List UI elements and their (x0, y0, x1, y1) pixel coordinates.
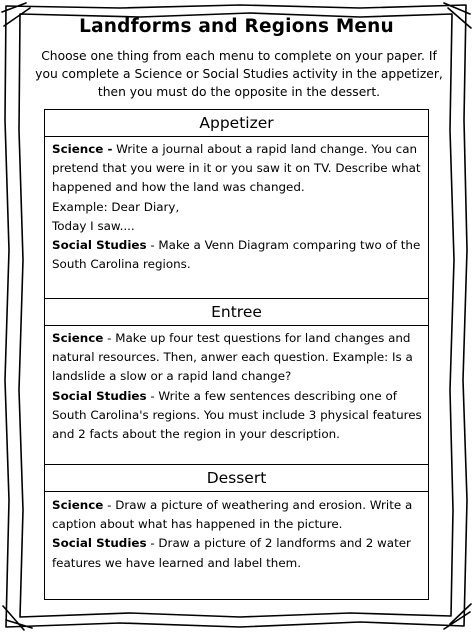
page-title: Landforms and Regions Menu (79, 16, 394, 37)
divider (45, 136, 428, 137)
entry-label: Social Studies (52, 238, 147, 253)
section-heading-appetizer: Appetizer (199, 114, 274, 132)
entry-text: Write a journal about a rapid land change. You can pretend that you were in it or you saw it on TV. Describe what happened and how the land was changed. (52, 142, 421, 195)
entry-text: - Draw a picture of weathering and erosion. Write a caption about what has happened in the picture. (52, 498, 413, 532)
dessert-social-studies (52, 534, 424, 572)
entry-label: Science - (52, 142, 113, 156)
entry-label: Science (52, 498, 104, 512)
entree-social-studies (52, 387, 424, 445)
entree-science (52, 329, 424, 387)
entry-text: - Make a Venn Diagram comparing two of the South Carolina regions. (52, 238, 421, 272)
section-body-entree (52, 329, 424, 444)
section-heading-dessert: Dessert (206, 469, 267, 487)
section-body-dessert (52, 496, 424, 573)
menu-table (44, 109, 429, 600)
divider (45, 491, 428, 492)
entry-text: - Write a few sentences describing one of South Carolina's regions. You must include 3 physical features and 2 facts about the region in your description. (52, 388, 422, 442)
appetizer-science (52, 140, 424, 198)
appetizer-example-line: Example: Dear Diary, (52, 199, 180, 214)
section-body-appetizer (52, 140, 424, 274)
section-heading-entree: Entree (211, 303, 262, 321)
dessert-science (52, 496, 424, 534)
entry-label: Science (52, 331, 104, 345)
entry-label: Social Studies (52, 388, 147, 403)
appetizer-social-studies (52, 236, 424, 274)
instructions: Choose one thing from each menu to complete on your paper. If you complete a Science or Social Studies activity in the appetizer, then you must do the opposite in the dessert. (35, 49, 443, 99)
entry-text: - Draw a picture of 2 landforms and 2 water features we have learned and label them. (52, 536, 411, 570)
entry-text: - Make up four test questions for land changes and natural resources. Then, anwer each question. Example: Is a landslide a slow or a rapid land change? (52, 331, 413, 384)
divider (45, 325, 428, 326)
entry-label: Social Studies (52, 536, 147, 551)
appetizer-example-line: Today I saw.... (52, 218, 135, 233)
